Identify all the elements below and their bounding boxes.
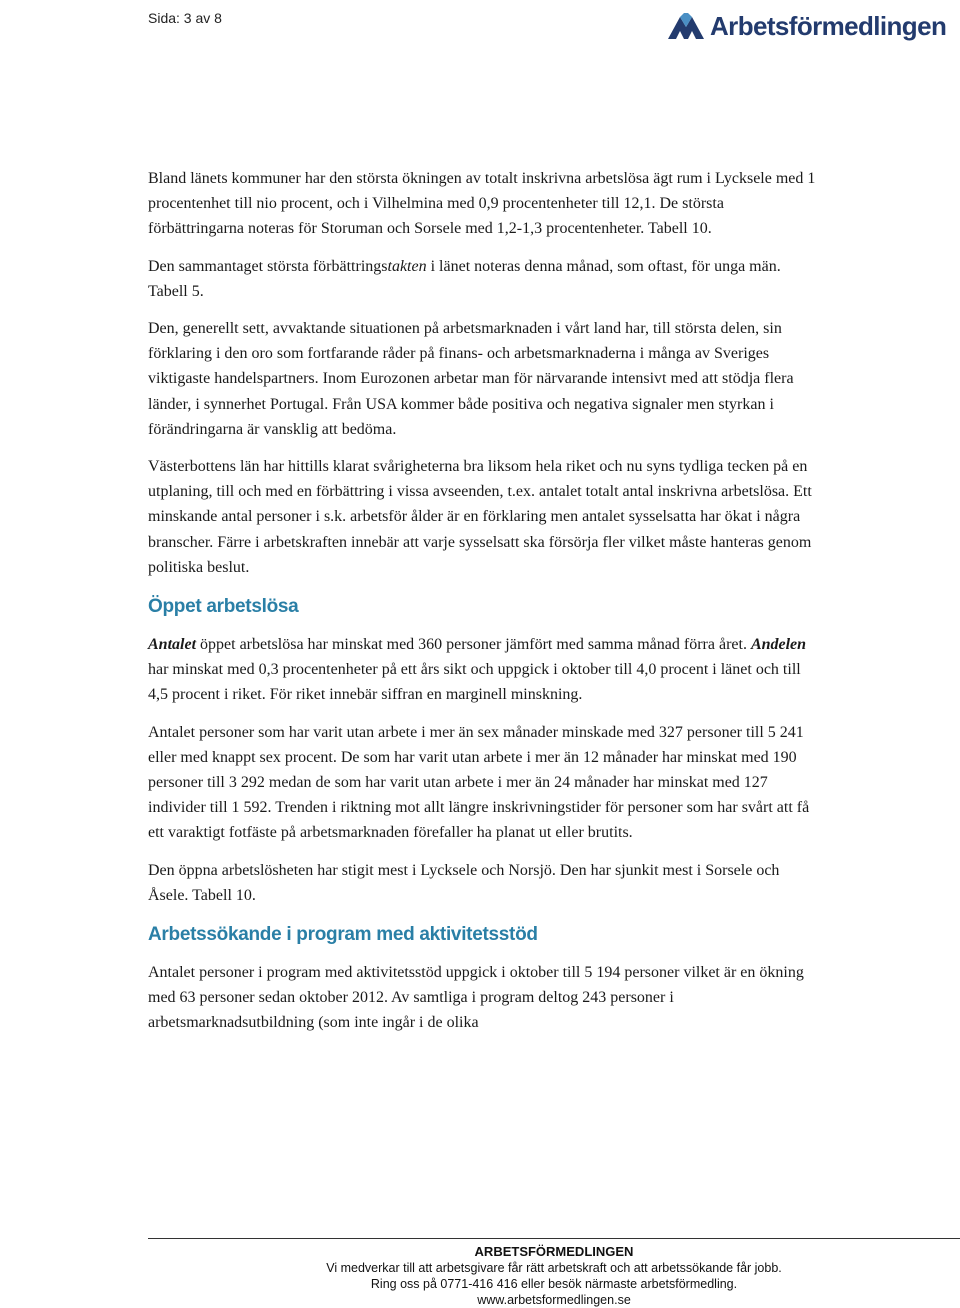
- page-number: Sida: 3 av 8: [148, 10, 222, 26]
- paragraph-2-emphasis: takten: [387, 257, 427, 275]
- footer-divider: [148, 1238, 960, 1239]
- heading-program-aktivitetsstod: Arbetssökande i program med aktivitetsstöd: [148, 924, 538, 946]
- main-content: [148, 166, 816, 1048]
- paragraph-2-text-end: i länet noteras denna månad, som oftast, för unga män. Tabell 5.: [148, 257, 781, 300]
- paragraph-5-text-end: har minskat med 0,3 procentenheter på ett års sikt och uppgick i oktober till 4,0 procent i länet och till 4,5 procent i riket. För riket innebär siffran en marginell minskning.: [148, 661, 801, 704]
- paragraph-3: Den, generellt sett, avvaktande situationen på arbetsmarknaden i vårt land har, till största delen, sin förklaring i den oro som fortfarande råder på finans- och arbetsmarknaderna i många av Sveriges viktigaste handelspartners. Inom Eurozonen arbetar man för närvarande intensivt med att stödja flera länder, i synnerhet Portugal. Från USA kommer både positiva och negativa signaler men styrkan i förändringarna är vansklig att bedöma.: [148, 320, 794, 438]
- emphasis-andelen: Andelen: [750, 636, 807, 654]
- paragraph-1: Bland länets kommuner har den största ökningen av totalt inskrivna arbetslösa ägt rum i Lycksele med 1 procentenhet till nio procent, och i Vilhelmina med 0,9 procentenheter till 12,1. De största förbättringarna noteras för Storuman och Sorsele med 1,2-1,3 procentenheter. Tabell 10.: [148, 170, 816, 238]
- paragraph-8: Antalet personer i program med aktivitetsstöd uppgick i oktober till 5 194 personer vilket är en ökning med 63 personer sedan oktober 2012. Av samtliga i program deltog 243 personer i arbetsmarknadsutbildning (som inte ingår i de olika: [148, 964, 804, 1032]
- paragraph-7: Den öppna arbetslösheten har stigit mest i Lycksele och Norsjö. Den har sjunkit mest i Sorsele och Åsele. Tabell 10.: [148, 861, 780, 904]
- paragraph-2-text: Den sammantaget största förbättrings: [148, 257, 388, 275]
- emphasis-antalet: Antalet: [148, 636, 197, 654]
- footer-title: ARBETSFÖRMEDLINGEN: [474, 1244, 634, 1259]
- heading-oppet-arbetslosa: Öppet arbetslösa: [148, 596, 299, 618]
- arbetsformedlingen-logo-icon: [666, 11, 706, 41]
- footer-line-1: Vi medverkar till att arbetsgivare får rätt arbetskraft och att arbetssökande får jobb.: [326, 1261, 782, 1275]
- paragraph-5-text: öppet arbetslösa har minskat med 360 personer jämfört med samma månad förra året.: [196, 636, 751, 654]
- paragraph-5: [148, 632, 816, 708]
- paragraph-4: Västerbottens län har hittills klarat svårigheterna bra liksom hela riket och nu syns tydliga tecken på en utplaning, till och med en förbättring i vissa avseenden, t.ex. antalet totalt antal inskrivna arbetslösa. Ett minskande antal personer i s.k. arbetsför ålder är en förklaring men antalet sysselsatta har ökat i några branscher. Färre i arbetskraften innebär att varje sysselsatt ska försörja fler vilket måste hanteras genom politiska beslut.: [148, 458, 812, 576]
- paragraph-6: Antalet personer som har varit utan arbete i mer än sex månader minskade med 327 personer till 5 241 eller med knappt sex procent. De som har varit utan arbete i mer än 12 månader har minskat med 190 personer till 3 292 medan de som har varit utan arbete i mer än 24 månader har minskat med 127 individer till 1 592. Trenden i riktning mot allt längre inskrivningstider för personer som har svårt att få ett varaktigt fotfäste på arbetsmarknaden förefaller ha planat ut eller brutits.: [148, 723, 810, 842]
- logo: [666, 8, 947, 44]
- footer-line-2: Ring oss på 0771-416 416 eller besök närmaste arbetsförmedling.: [370, 1277, 738, 1291]
- paragraph-2: [148, 254, 816, 304]
- footer-website-link[interactable]: www.arbetsformedlingen.se: [477, 1293, 631, 1307]
- logo-text: Arbetsförmedlingen: [710, 10, 947, 41]
